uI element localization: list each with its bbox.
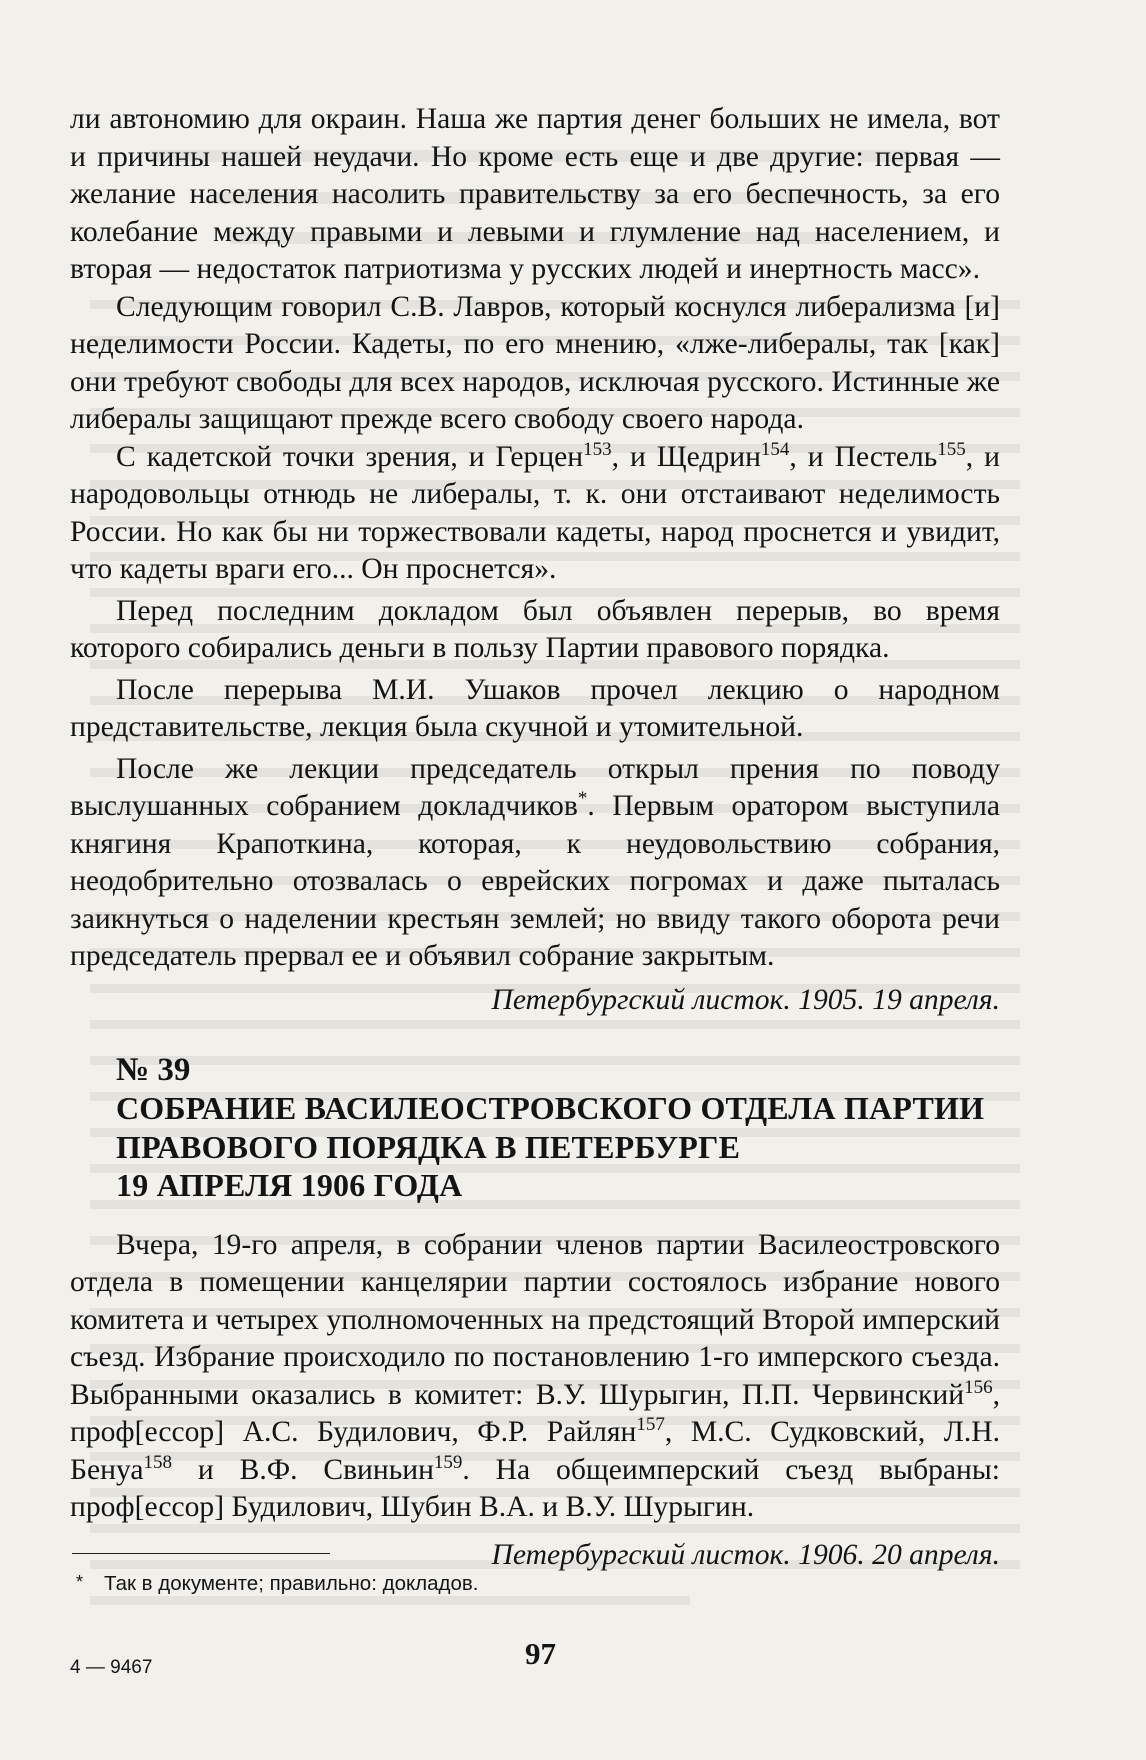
paragraph-election: Вчера, 19-го апреля, в собрании членов партии Василеостровского отдела в помещении канцелярии партии состоялось избрание нового комитета и четырех уполномоченных на предстоящий Второй имперский съезд. Избрание происходило по постановлению 1-го имперского съезда. Выбранными оказались в комитет: В.У. Шурыгин, П.П. Червинский$^{156}$, проф[ессор] А.С. Будилович, Ф.Р. Райлян$^{157}$, М.С. Судковский, Л.Н. Бенуа$^{158}$ и В.Ф. Свиньин$^{159}$. На общеимперский съезд выбраны: проф[ессор] Будилович, Шубин В.А. и В.У. Шурыгин. [70,1228,1001,1523]
paragraph-debate: После же лекции председатель открыл прения по поводу выслушанных собранием докладчиков*. Первым оратором выступила княгиня Крапоткина, которая, к неудовольствию собрания, неодобрительно отозвалась о еврейских погромах и даже пыталась заикнуться о наделении крестьян землей; но ввиду такого оборота речи председатель прервал ее и объявил собрание закрытым. [70,752,1000,972]
paragraph-herzen: С кадетской точки зрения, и Герцен$^{153}$, и Щедрин$^{154}$, и Пестель$^{155}$, и народовольцы отнюдь не либералы, т. к. они отстаивают неделимость России. Но как бы ни торжествовали кадеты, народ проснется и увидит, что кадеты враги его... Он проснется». [70,438,1000,585]
paragraph-break: Перед последним докладом был объявлен перерыв, во время которого собирались деньги в пользу Партии правового порядка. [70,594,1000,664]
footnote-ref-157: 157 [636,1414,665,1435]
main-text [70,101,1000,1574]
footnote-asterisk: * [76,1572,84,1592]
document-title-line-3: 19 АПРЕЛЯ 1906 ГОДА [116,1167,463,1203]
footnote-ref-158: 158 [143,1451,173,1473]
paragraph-continuation: ли автономию для окраин. Наша же партия денег больших не имела, вот и причины нашей неудачи. Но кроме есть еще и две другие: первая — желание населения насолить правительству за его беспечность, за его колебание между правыми и левыми и глумление над населением, и вторая — недостаток патриотизма у русских людей и инертность масс». [70,103,1000,285]
document-title-line-2: ПРАВОВОГО ПОРЯДКА В ПЕТЕРБУРГЕ [116,1128,741,1165]
footnote-ref-154: 154 [760,438,790,460]
footnote-ref-153: 153 [583,438,612,460]
source-citation-1906: Петербургский листок. 1906. 20 апреля. [491,1538,1000,1571]
document-heading [70,1051,1000,1205]
footnote-mark: * [577,788,588,809]
printer-signature: 4 — 9467 [70,1657,153,1678]
page-number: 97 [525,1636,556,1671]
paragraph-lavrov: Следующим говорил С.В. Лавров, который коснулся либерализма [и] неделимости России. Кадеты, по его мнению, «лже-либералы, так [как] они требуют свободы для всех народов, исключая русского. Истинные же либералы защищают прежде всего свободу своего народа. [70,290,1000,435]
footnote [76,1572,479,1596]
paragraph-ushakov: После перерыва М.И. Ушаков прочел лекцию о народном представительстве, лекция была скучной и утомительной. [70,673,1000,743]
document-title-line-1: СОБРАНИЕ ВАСИЛЕОСТРОВСКОГО ОТДЕЛА ПАРТИИ [116,1090,985,1126]
source-citation-1905: Петербургский листок. 1905. 19 апреля. [491,983,1000,1016]
footnote-ref-155: 155 [937,438,966,460]
footnote-ref-156: 156 [964,1376,993,1398]
document-number: № 39 [116,1052,191,1088]
footnote-text: Так в документе; правильно: докладов. [104,1572,479,1595]
footnote-divider [72,1553,330,1554]
footnote-ref-159: 159 [433,1451,463,1473]
